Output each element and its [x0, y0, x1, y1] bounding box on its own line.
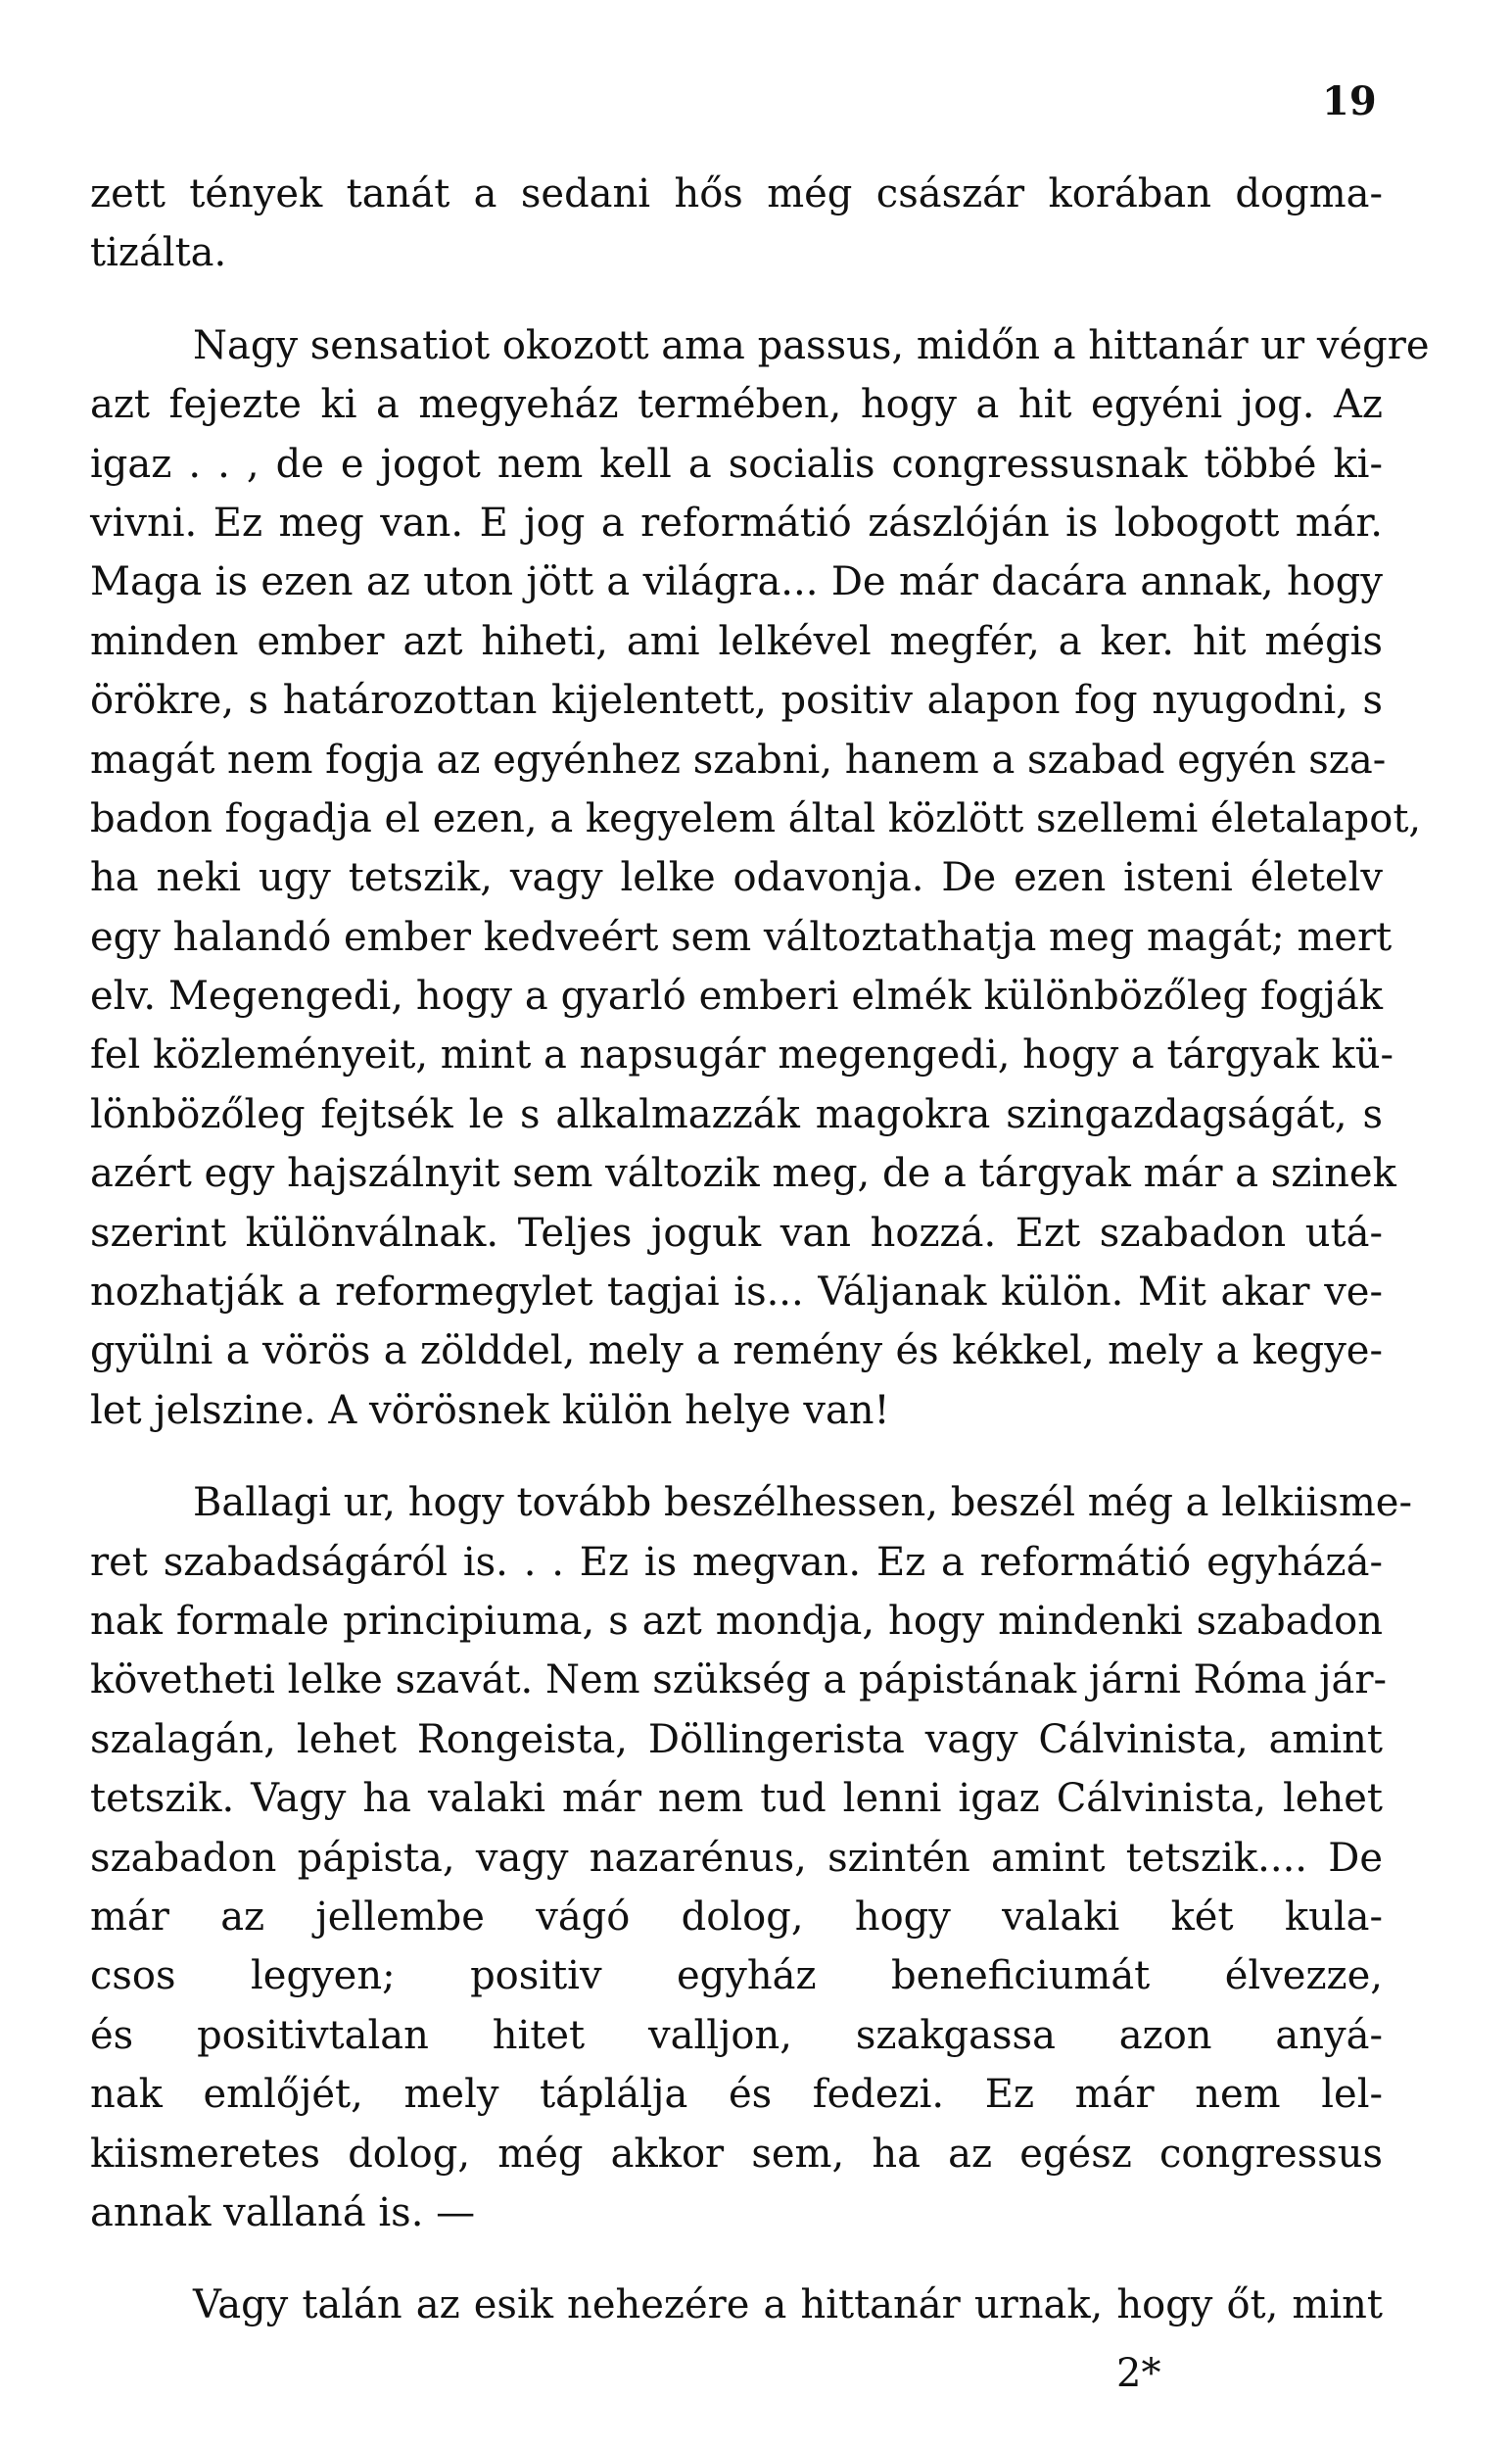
text-line: azért egy hajszálnyit sem változik meg, de a tárgyak már a szinek — [90, 1151, 1396, 1197]
text-line: gyülni a vörös a zölddel, mely a remény és kékkel, mely a kegye- — [90, 1328, 1383, 1374]
text-line: már az jellembe vágó dolog, hogy valaki két kula- — [90, 1894, 1383, 1940]
text-line: fel közleményeit, mint a napsugár megengedi, hogy a tárgyak kü- — [90, 1032, 1394, 1079]
page-number: 19 — [1322, 78, 1377, 124]
text-line: nozhatják a reformegylet tagjai is... Váljanak külön. Mit akar ve- — [90, 1270, 1383, 1316]
text-line: Vagy talán az esik nehezére a hittanár urnak, hogy őt, mint — [193, 2282, 1383, 2328]
text-line: let jelszine. A vörösnek külön helye van! — [90, 1387, 890, 1433]
text-line: minden ember azt hiheti, ami lelkével megfér, a ker. hit mégis — [90, 618, 1383, 664]
text-line: csos legyen; positiv egyház beneficiumát élvezze, — [90, 1953, 1383, 1999]
text-line: annak vallaná is. — — [90, 2189, 476, 2235]
text-line: magát nem fogja az egyénhez szabni, hanem a szabad egyén sza- — [90, 737, 1387, 783]
text-line: kiismeretes dolog, még akkor sem, ha az egész congressus — [90, 2131, 1383, 2177]
text-line: tizálta. — [90, 230, 227, 276]
text-line: vivni. Ez meg van. E jog a reformátió zászlóján is lobogott már. — [90, 500, 1383, 546]
text-line: lönbözőleg fejtsék le s alkalmazzák magokra szingazdagságát, s — [90, 1091, 1383, 1137]
text-line: követheti lelke szavát. Nem szükség a pápistának járni Róma jár- — [90, 1657, 1388, 1703]
text-line: elv. Megengedi, hogy a gyarló emberi elmék különbözőleg fogják — [90, 974, 1383, 1020]
text-line: szalagán, lehet Rongeista, Döllingerista vagy Cálvinista, amint — [90, 1716, 1383, 1762]
text-line: és positivtalan hitet valljon, szakgassa azon anyá- — [90, 2012, 1383, 2058]
text-line: zett tények tanát a sedani hős még császár korában dogma- — [90, 171, 1383, 216]
text-line: egy halandó ember kedveért sem változtathatja meg magát; mert — [90, 914, 1393, 960]
text-line: Ballagi ur, hogy tovább beszélhessen, beszél még a lelkiisme- — [193, 1480, 1412, 1526]
text-line: azt fejezte ki a megyeház termében, hogy a hit egyéni jog. Az — [90, 382, 1383, 428]
text-line: ret szabadságáról is. . . Ez is megvan. Ez a reformátió egyházá- — [90, 1539, 1383, 1585]
text-line: Nagy sensatiot okozott ama passus, midőn a hittanár ur végre — [193, 322, 1430, 368]
text-line: örökre, s határozottan kijelentett, positiv alapon fog nyugodni, s — [90, 678, 1383, 724]
text-line: nak formale principiuma, s azt mondja, hogy mindenki szabadon — [90, 1598, 1383, 1644]
text-line: igaz . . , de e jogot nem kell a socialis congressusnak többé ki- — [90, 441, 1383, 487]
text-line: nak emlőjét, mely táplálja és fedezi. Ez már nem lel- — [90, 2072, 1383, 2118]
body-text — [90, 165, 1430, 2335]
text-line: ha neki ugy tetszik, vagy lelke odavonja. De ezen isteni életelv — [90, 855, 1383, 901]
text-line: badon fogadja el ezen, a kegyelem által közlött szellemi életalapot, — [90, 795, 1422, 841]
text-line: tetszik. Vagy ha valaki már nem tud lenni igaz Cálvinista, lehet — [90, 1776, 1383, 1822]
text-line: szabadon pápista, vagy nazarénus, szintén amint tetszik.... De — [90, 1835, 1383, 1881]
text-line: szerint különválnak. Teljes joguk van hozzá. Ezt szabadon utá- — [90, 1210, 1383, 1256]
signature-mark: 2* — [1116, 2351, 1161, 2396]
text-line: Maga is ezen az uton jött a világra... De már dacára annak, hogy — [90, 559, 1383, 605]
